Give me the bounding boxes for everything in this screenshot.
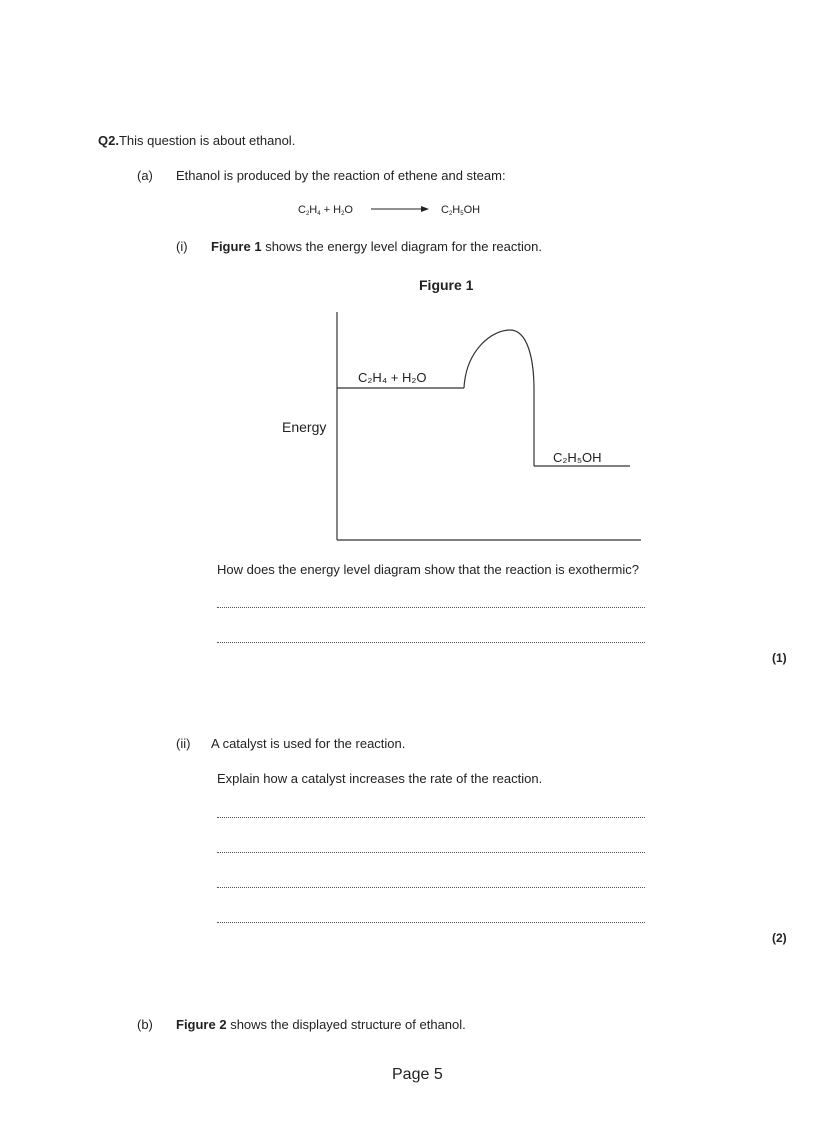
reaction-arrow-icon — [371, 203, 431, 215]
reactants-label: C₂H₄ + H₂O — [358, 370, 427, 385]
answer-line[interactable] — [217, 922, 645, 923]
sub-i-label: (i) — [176, 239, 188, 254]
equation-product: $C_2H_5OH$ — [441, 204, 481, 217]
question-heading — [98, 133, 295, 148]
sub-ii-text: A catalyst is used for the reaction. — [211, 736, 406, 751]
y-axis-label: Energy — [282, 419, 327, 435]
energy-level-diagram — [270, 300, 650, 550]
answer-line[interactable] — [217, 642, 645, 643]
part-a-label: (a) — [137, 168, 153, 183]
sub-ii-label: (ii) — [176, 736, 191, 751]
page-number: Page 5 — [392, 1066, 443, 1083]
sub-ii-question: Explain how a catalyst increases the rate of the reaction. — [217, 771, 543, 786]
question-number: Q2. — [98, 133, 119, 148]
sub-i-text: Figure 1 shows the energy level diagram for the reaction. — [211, 239, 542, 254]
answer-line[interactable] — [217, 887, 645, 888]
sub-i-question: How does the energy level diagram show that the reaction is exothermic? — [217, 562, 639, 577]
part-a-text: Ethanol is produced by the reaction of ethene and steam: — [176, 168, 506, 183]
answer-line[interactable] — [217, 817, 645, 818]
part-b-label: (b) — [137, 1017, 153, 1032]
answer-line[interactable] — [217, 852, 645, 853]
figure-1-title: Figure 1 — [419, 277, 474, 293]
activation-curve — [464, 330, 534, 466]
product-label: C₂H₅OH — [553, 450, 602, 465]
marks-badge: (1) — [772, 651, 787, 665]
marks-badge: (2) — [772, 931, 787, 945]
answer-line[interactable] — [217, 607, 645, 608]
equation-reactants: $C_2H_4 + H_2O$ — [298, 204, 353, 217]
part-b-text: Figure 2 shows the displayed structure of ethanol. — [176, 1017, 466, 1032]
question-intro: This question is about ethanol. — [118, 133, 296, 148]
